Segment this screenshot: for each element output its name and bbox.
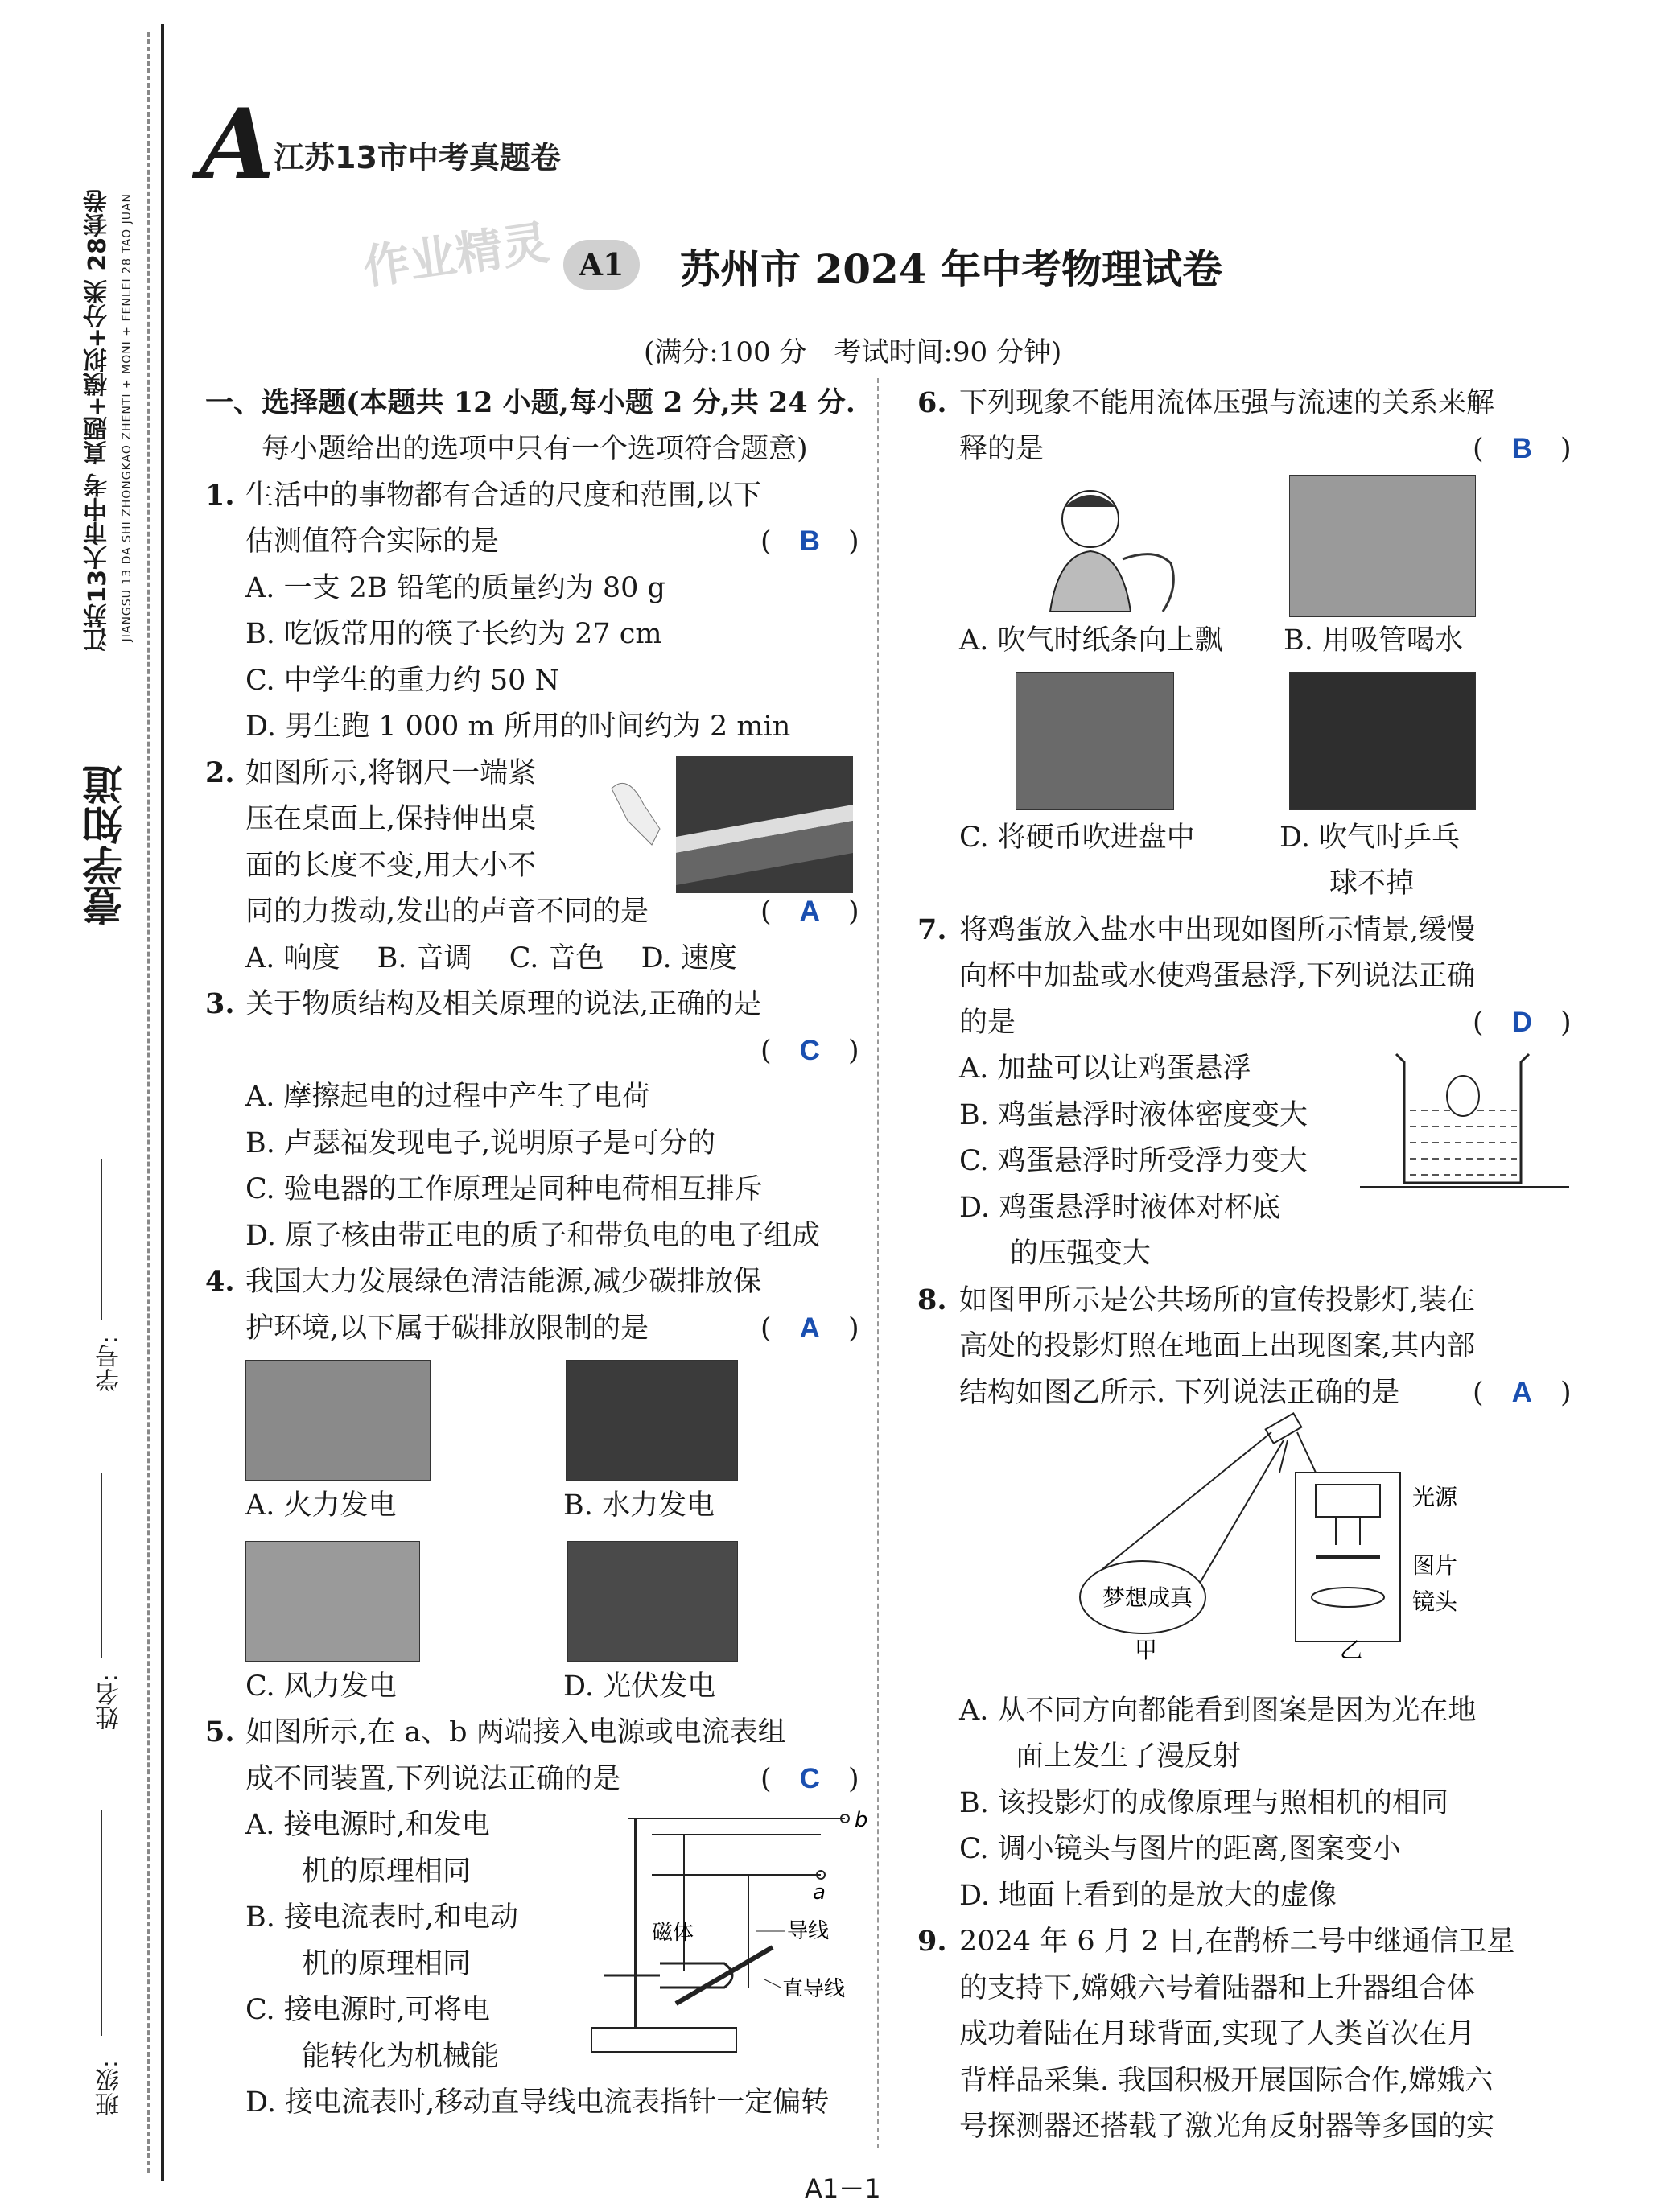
q6-number: 6.: [917, 386, 947, 419]
q6-option-b: B. 用吸管喝水: [1284, 624, 1463, 657]
side-series-pinyin: JIANGSU 13 DA SHI ZHONGKAO ZHENTI + MONI + FENLEI 28 TAO JUAN: [121, 193, 134, 642]
q3-option-c: C. 验电器的工作原理是同种电荷相互排斥: [245, 1173, 763, 1205]
series-title: 江苏13市中考真题卷: [274, 140, 561, 175]
q8-stem: 如图甲所示是公共场所的宣传投影灯,装在: [959, 1284, 1476, 1316]
q7-option-d: D. 鸡蛋悬浮时液体对杯底: [959, 1192, 1281, 1224]
q1-answer: ( B ): [760, 525, 859, 558]
boy-blowing-paper-figure: [1034, 483, 1195, 616]
paper-subtitle: (满分:100 分 考试时间:90 分钟): [644, 336, 1062, 369]
q8-option-d: D. 地面上看到的是放大的虚像: [959, 1880, 1337, 1912]
q4-number: 4.: [205, 1265, 235, 1298]
solar-power-photo: [567, 1541, 738, 1662]
fig-label-light-source: 光源: [1412, 1484, 1458, 1510]
fig-label-yi: 乙: [1340, 1637, 1363, 1663]
q7-answer: ( D ): [1473, 1007, 1572, 1039]
page-number: A1－1: [805, 2173, 881, 2204]
fig-label-dream: 梦想成真: [1102, 1584, 1193, 1611]
q1-option-c: C. 中学生的重力约 50 N: [245, 665, 560, 697]
field-name-line: [101, 1473, 102, 1658]
q8-stem: 结构如图乙所示. 下列说法正确的是: [959, 1377, 1400, 1409]
q9-stem: 的支持下,嫦娥六号着陆器和上升器组合体: [959, 1972, 1476, 2004]
q2-stem: 同的力拨动,发出的声音不同的是: [245, 896, 649, 928]
field-id-line: [101, 1159, 102, 1320]
q9-stem: 背样品采集. 我国积极开展国际合作,嫦娥六: [959, 2065, 1494, 2097]
q7-option-c: C. 鸡蛋悬浮时所受浮力变大: [959, 1145, 1308, 1177]
q3-stem: 关于物质结构及相关原理的说法,正确的是: [245, 988, 762, 1020]
q4-answer: ( A ): [760, 1312, 859, 1345]
q4-option-b: B. 水力发电: [563, 1489, 715, 1522]
q5-stem: 成不同装置,下列说法正确的是: [245, 1763, 621, 1795]
q1-stem: 生活中的事物都有合适的尺度和范围,以下: [245, 480, 762, 512]
q5-option-c: C. 接电源时,可将电: [245, 1994, 490, 2026]
q6-option-d: D. 吹气时乒乓: [1279, 822, 1461, 854]
q5-option-b-cont: 机的原理相同: [302, 1948, 472, 1980]
coin-plate-photo: [1016, 672, 1174, 810]
fig-label-magnet: 磁体: [652, 1921, 694, 1945]
q1-stem: 估测值符合实际的是: [245, 525, 500, 558]
q8-option-a-cont: 面上发生了漫反射: [1016, 1740, 1242, 1773]
q7-option-a: A. 加盐可以让鸡蛋悬浮: [959, 1052, 1251, 1085]
ruler-photo: [595, 756, 853, 893]
fig-label-lens: 镜头: [1412, 1588, 1458, 1615]
margin-rule: [161, 24, 164, 2181]
q2-stem: 压在桌面上,保持伸出桌: [245, 803, 537, 835]
q8-option-b: B. 该投影灯的成像原理与照相机的相同: [959, 1787, 1448, 1819]
q6-option-c: C. 将硬币吹进盘中: [959, 822, 1195, 854]
q6-stem: 释的是: [959, 433, 1045, 465]
fig-label-b: b: [855, 1808, 868, 1832]
q5-answer: ( C ): [760, 1763, 859, 1795]
ping-pong-funnel-photo: [1289, 672, 1476, 810]
q3-option-d: D. 原子核由带正电的质子和带负电的电子组成: [245, 1220, 821, 1252]
paper-badge: A1: [563, 240, 640, 290]
q6-stem: 下列现象不能用流体压强与流速的关系来解: [959, 387, 1495, 419]
field-class-line: [101, 1810, 102, 2036]
q9-stem: 号探测器还搭载了激光角反射器等多国的实: [959, 2111, 1495, 2143]
q1-option-b: B. 吃饭常用的筷子长约为 27 cm: [245, 618, 662, 650]
column-divider: [877, 378, 879, 2148]
q7-number: 7.: [917, 913, 947, 946]
fig-label-straight-wire: 直导线: [782, 1977, 846, 2001]
paper-title: 苏州市 2024 年中考物理试卷: [680, 245, 1222, 293]
q7-stem: 向杯中加盐或水使鸡蛋悬浮,下列说法正确: [959, 960, 1476, 992]
cut-line: [147, 32, 150, 2173]
fig-label-picture: 图片: [1412, 1552, 1458, 1579]
brand-logo-text: 壹学知道: [82, 764, 129, 925]
q6-answer: ( B ): [1473, 433, 1572, 465]
q4-option-a: A. 火力发电: [245, 1489, 397, 1522]
egg-beaker-figure: [1360, 1046, 1577, 1199]
q3-answer: ( C ): [760, 1035, 859, 1067]
q3-option-a: A. 摩擦起电的过程中产生了电荷: [245, 1081, 650, 1113]
q8-option-c: C. 调小镜头与图片的距离,图案变小: [959, 1833, 1401, 1865]
q4-stem: 护环境,以下属于碳排放限制的是: [245, 1312, 649, 1345]
q5-option-a-cont: 机的原理相同: [302, 1856, 472, 1888]
thermal-power-photo: [245, 1360, 431, 1481]
q5-option-d: D. 接电流表时,移动直导线电流表指针一定偏转: [245, 2086, 830, 2119]
fig-label-jia: 甲: [1135, 1637, 1158, 1663]
field-name-label: 姓名:: [96, 1674, 124, 1731]
q8-answer: ( A ): [1473, 1377, 1572, 1409]
q4-option-d: D. 光伏发电: [563, 1670, 716, 1703]
q4-stem: 我国大力发展绿色清洁能源,减少碳排放保: [245, 1266, 762, 1298]
hydro-power-photo: [566, 1360, 738, 1481]
section-heading-cont: 每小题给出的选项中只有一个选项符合题意): [262, 433, 808, 465]
section-heading: 一、选择题(本题共 12 小题,每小题 2 分,共 24 分.: [205, 386, 855, 419]
field-class-label: 班级:: [96, 2060, 124, 2117]
q9-stem: 2024 年 6 月 2 日,在鹊桥二号中继通信卫星: [959, 1926, 1515, 1958]
q8-stem: 高处的投影灯照在地面上出现图案,其内部: [959, 1330, 1476, 1362]
side-series-title: 江苏13大市中考 真题+模拟+分类 28套卷: [84, 189, 112, 652]
q2-answer: ( A ): [760, 896, 859, 928]
q6-option-d-cont: 球不掉: [1329, 867, 1415, 900]
q7-stem: 的是: [959, 1007, 1016, 1039]
q4-option-c: C. 风力发电: [245, 1670, 397, 1703]
q7-option-d-cont: 的压强变大: [1010, 1238, 1152, 1270]
q3-option-b: B. 卢瑟福发现电子,说明原子是可分的: [245, 1127, 716, 1160]
q7-stem: 将鸡蛋放入盐水中出现如图所示情景,缓慢: [959, 914, 1476, 946]
q5-option-c-cont: 能转化为机械能: [302, 2041, 500, 2073]
q9-stem: 成功着陆在月球背面,实现了人类首次在月: [959, 2018, 1476, 2050]
watermark: 作业精灵: [360, 215, 553, 295]
q8-number: 8.: [917, 1283, 947, 1316]
wind-power-photo: [245, 1541, 420, 1662]
fig-label-a: a: [813, 1880, 826, 1905]
drinking-straw-photo: [1289, 475, 1476, 617]
q3-number: 3.: [205, 987, 235, 1020]
q5-option-b: B. 接电流表时,和电动: [245, 1901, 519, 1934]
q9-number: 9.: [917, 1925, 947, 1958]
q5-option-a: A. 接电源时,和发电: [245, 1809, 490, 1841]
q8-option-a: A. 从不同方向都能看到图案是因为光在地: [959, 1695, 1477, 1727]
q5-stem: 如图所示,在 a、b 两端接入电源或电流表组: [245, 1716, 786, 1749]
q2-options: A. 响度 B. 音调 C. 音色 D. 速度: [245, 942, 737, 974]
q2-stem: 如图所示,将钢尺一端紧: [245, 757, 537, 789]
q6-option-a: A. 吹气时纸条向上飘: [959, 624, 1223, 657]
fig-label-wire: 导线: [787, 1919, 830, 1943]
q2-stem: 面的长度不变,用大小不: [245, 850, 537, 882]
q5-apparatus-figure: [579, 1802, 869, 2076]
q1-number: 1.: [205, 479, 235, 512]
q7-option-b: B. 鸡蛋悬浮时液体密度变大: [959, 1099, 1308, 1131]
q5-number: 5.: [205, 1716, 235, 1749]
series-logo-letter: A: [200, 88, 275, 201]
q1-option-a: A. 一支 2B 铅笔的质量约为 80 g: [245, 572, 665, 604]
q1-option-d: D. 男生跑 1 000 m 所用的时间约为 2 min: [245, 711, 791, 743]
projector-lamp-figure: [1070, 1412, 1553, 1662]
field-id-label: 学号:: [96, 1336, 124, 1393]
q2-number: 2.: [205, 756, 235, 789]
